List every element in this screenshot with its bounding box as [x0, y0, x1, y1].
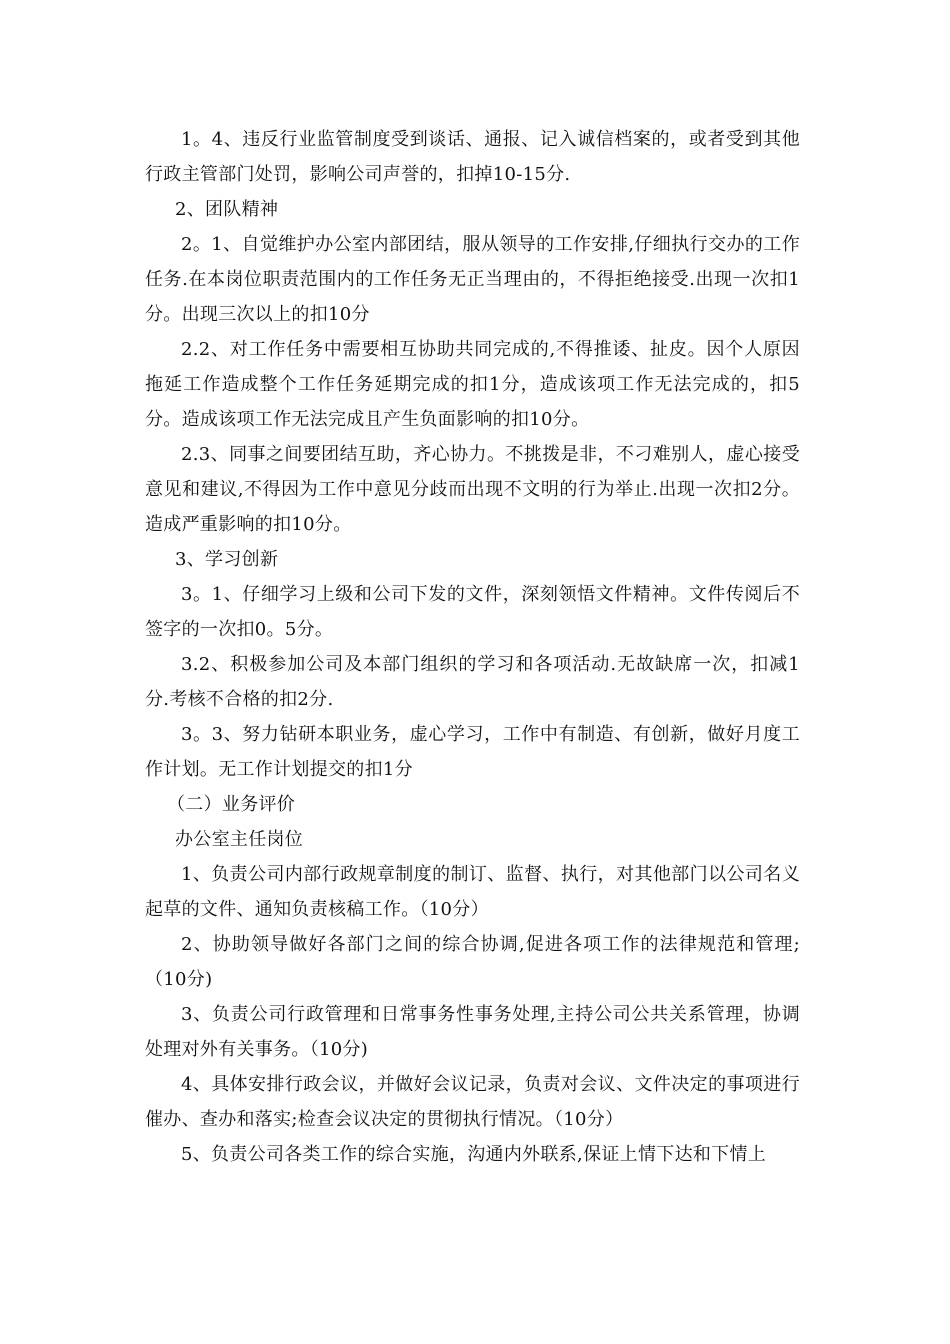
- paragraph-2-3: 2.3、同事之间要团结互助，齐心协力。不挑拨是非，不刁难别人，虚心接受意见和建议,不得因为工作中意见分歧而出现不文明的行为举止.出现一次扣2分。造成严重影响的扣10分。: [145, 444, 800, 535]
- heading-team-spirit: 2、团队精神: [175, 199, 279, 220]
- heading-office-director-post: 办公室主任岗位: [175, 829, 304, 850]
- duty-item-2: 2、协助领导做好各部门之间的综合协调,促进各项工作的法律规范和管理;（10分): [145, 934, 800, 990]
- heading-learning-innovation: 3、学习创新: [175, 549, 279, 570]
- duty-item-5: 5、负责公司各类工作的综合实施，沟通内外联系,保证上情下达和下情上: [181, 1144, 767, 1165]
- document-body: [145, 122, 800, 1172]
- paragraph-3-1: 3。1、仔细学习上级和公司下发的文件，深刻领悟文件精神。文件传阅后不签字的一次扣0。5分。: [145, 584, 800, 640]
- paragraph-3-2: 3.2、积极参加公司及本部门组织的学习和各项活动.无故缺席一次，扣减1分.考核不合格的扣2分.: [145, 654, 800, 710]
- paragraph-1-4: 1。4、违反行业监管制度受到谈话、通报、记入诚信档案的，或者受到其他行政主管部门处罚，影响公司声誉的，扣掉10-15分.: [145, 129, 800, 185]
- paragraph-2-2: 2.2、对工作任务中需要相互协助共同完成的,不得推诿、扯皮。因个人原因拖延工作造成整个工作任务延期完成的扣1分，造成该项工作无法完成的，扣5分。造成该项工作无法完成且产生负面影响的扣10分。: [145, 339, 800, 430]
- paragraph-3-3: 3。3、努力钻研本职业务，虚心学习，工作中有制造、有创新，做好月度工作计划。无工作计划提交的扣1分: [145, 724, 800, 780]
- duty-item-3: 3、负责公司行政管理和日常事务性事务处理,主持公司公共关系管理，协调处理对外有关事务。（10分): [145, 1004, 800, 1060]
- duty-item-4: 4、具体安排行政会议，并做好会议记录，负责对会议、文件决定的事项进行催办、查办和落实;检查会议决定的贯彻执行情况。（10分）: [145, 1074, 800, 1130]
- paragraph-2-1: 2。1、自觉维护办公室内部团结，服从领导的工作安排,仔细执行交办的工作任务.在本岗位职责范围内的工作任务无正当理由的，不得拒绝接受.出现一次扣1分。出现三次以上的扣10分: [145, 234, 800, 325]
- duty-item-1: 1、负责公司内部行政规章制度的制订、监督、执行，对其他部门以公司名义起草的文件、通知负责核稿工作。（10分）: [145, 864, 800, 920]
- heading-business-evaluation: （二）业务评价: [167, 794, 296, 815]
